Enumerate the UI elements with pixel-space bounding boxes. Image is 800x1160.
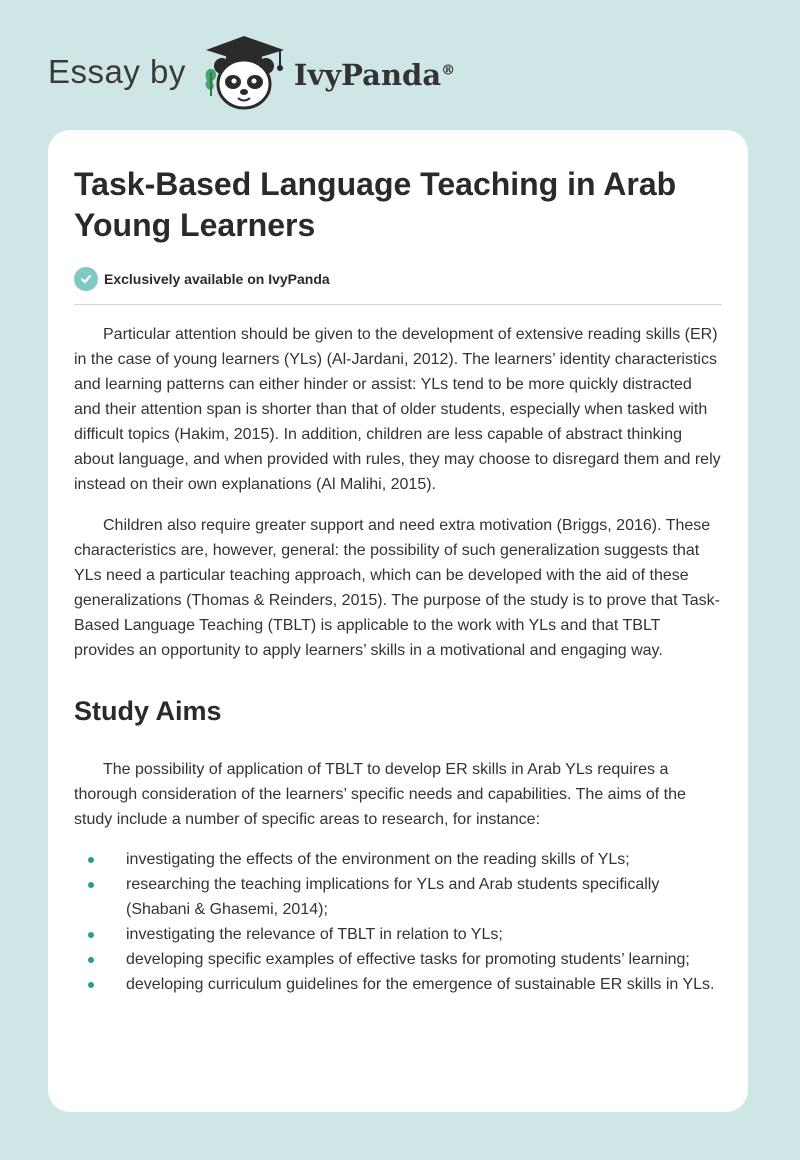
bullet-icon — [88, 957, 94, 963]
article-card — [48, 130, 748, 1112]
bullet-icon — [88, 932, 94, 938]
brand-name: IvyPanda® — [293, 58, 456, 92]
panda-logo-icon — [198, 32, 290, 112]
list-item: developing curriculum guidelines for the emergence of sustainable ER skills in YLs. — [74, 972, 722, 997]
check-icon — [74, 267, 98, 291]
section-heading: Study Aims — [74, 696, 222, 726]
article-title: Task-Based Language Teaching in Arab Young Learners — [74, 166, 677, 243]
list-item: investigating the relevance of TBLT in relation to YLs; — [74, 922, 722, 947]
bullet-icon — [88, 882, 94, 888]
list-item: investigating the effects of the environment on the reading skills of YLs; — [74, 847, 722, 872]
brand-header[interactable] — [48, 32, 455, 112]
aims-list — [74, 847, 722, 997]
brand-prefix: Essay by — [48, 53, 186, 90]
registered-mark: ® — [441, 62, 456, 79]
exclusive-badge — [74, 267, 722, 305]
section-intro: The possibility of application of TBLT to develop ER skills in Arab YLs requires a thorough consideration of the learners’ specific needs and capabilities. The aims of the study include a number of specific areas to research, for instance: — [74, 761, 686, 828]
list-item: developing specific examples of effective tasks for promoting students’ learning; — [74, 947, 722, 972]
badge-label: Exclusively available on IvyPanda — [104, 271, 330, 287]
paragraph: Particular attention should be given to the development of extensive reading skills (ER) in the case of young learners (YLs) (Al-Jardani, 2012). The learners’ identity characteristics and learning patterns can either hinder or assist: YLs tend to be more quickly distracted and their attention span is shorter than that of older students, especially when tasked with difficult topics (Hakim, 2015). In addition, children are less capable of abstract thinking about language, and when provided with rules, they may choose to disregard them and rely instead on their own explanations (Al Malihi, 2015). — [74, 326, 721, 493]
paragraph: Children also require greater support and need extra motivation (Briggs, 2016). These characteristics are, however, general: the possibility of such generalization suggests that YLs need a particular teaching approach, which can be developed with the aid of these generalizations (Thomas & Reinders, 2015). The purpose of the study is to prove that Task-Based Language Teaching (TBLT) is applicable to the work with YLs and that TBLT provides an opportunity to apply learners’ skills in a motivational and engaging way. — [74, 517, 720, 659]
bullet-icon — [88, 982, 94, 988]
list-item: researching the teaching implications for YLs and Arab students specifically (Shabani & Ghasemi, 2014); — [74, 872, 722, 922]
bullet-icon — [88, 857, 94, 863]
